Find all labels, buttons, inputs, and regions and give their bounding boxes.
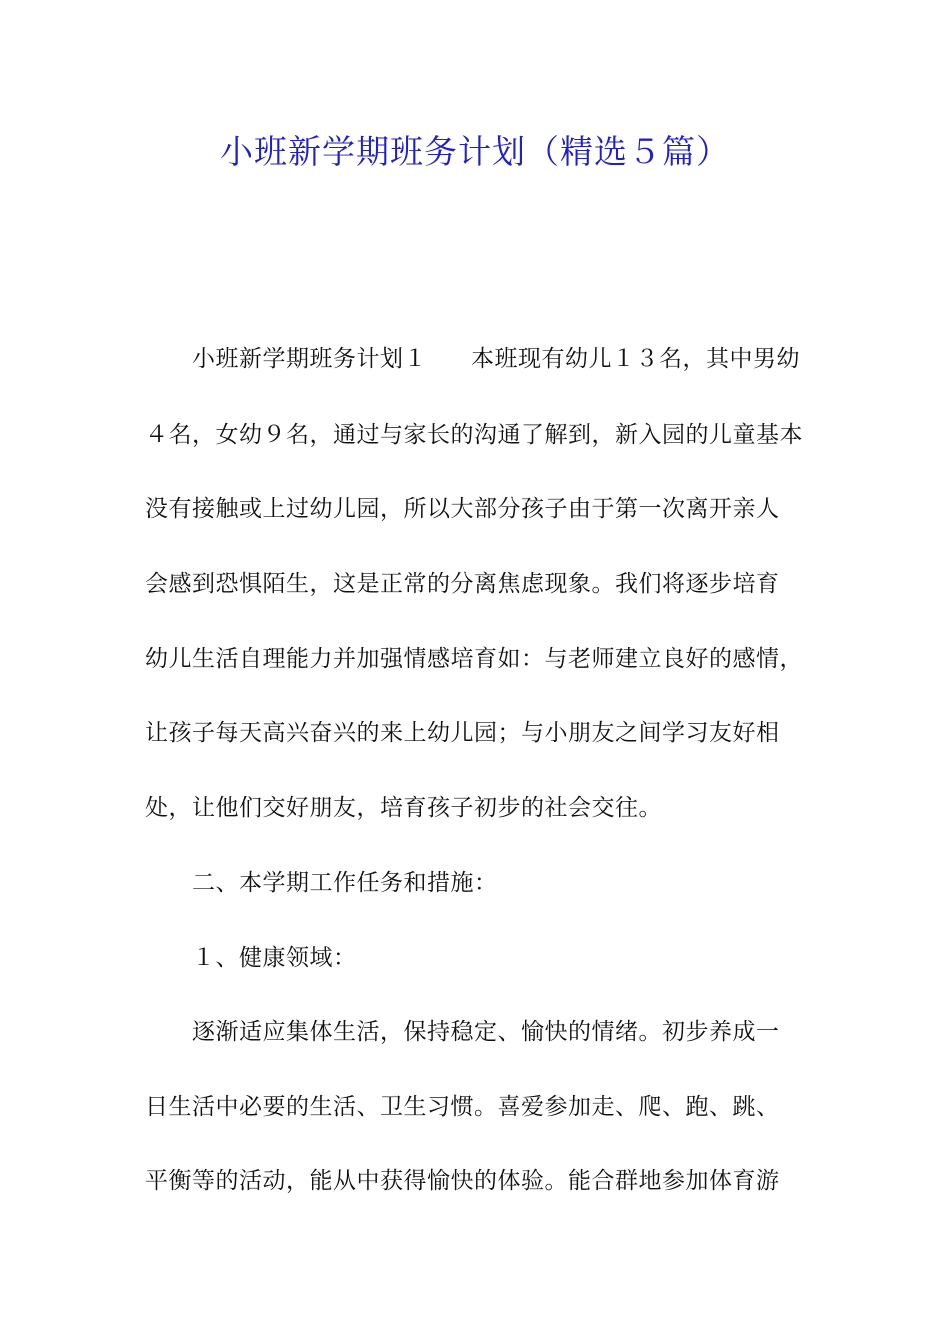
paragraph-line: 处，让他们交好朋友，培育孩子初步的社会交往。 (145, 795, 662, 821)
subsection-heading: １、健康领域： (192, 945, 357, 971)
paragraph-line: ４名，女幼９名，通过与家长的沟通了解到，新入园的儿童基本 (145, 422, 803, 448)
paragraph-line: 让孩子每天高兴奋兴的来上幼儿园；与小朋友之间学习友好相 (145, 720, 780, 746)
paragraph-line: 平衡等的活动，能从中获得愉快的体验。能合群地参加体育游 (145, 1168, 780, 1194)
paragraph-line: 幼儿生活自理能力并加强情感培育如：与老师建立良好的感情， (145, 646, 803, 672)
paragraph-text: 本班现有幼儿１３名，其中男幼 (471, 346, 800, 372)
document-title: 小班新学期班务计划（精选５篇） (220, 132, 730, 171)
paragraph-line: 会感到恐惧陌生，这是正常的分离焦虑现象。我们将逐步培育 (145, 571, 780, 597)
paragraph-line: 日生活中必要的生活、卫生习惯。喜爱参加走、爬、跑、跳、 (145, 1094, 780, 1120)
section-heading: 二、本学期工作任务和措施： (192, 870, 498, 896)
paragraph-line: 逐渐适应集体生活，保持稳定、愉快的情绪。初步养成一 (192, 1019, 780, 1045)
section-heading-inline: 小班新学期班务计划１ (192, 346, 427, 372)
paragraph-line: 没有接触或上过幼儿园，所以大部分孩子由于第一次离开亲人 (145, 496, 780, 522)
paragraph-line (192, 342, 872, 376)
